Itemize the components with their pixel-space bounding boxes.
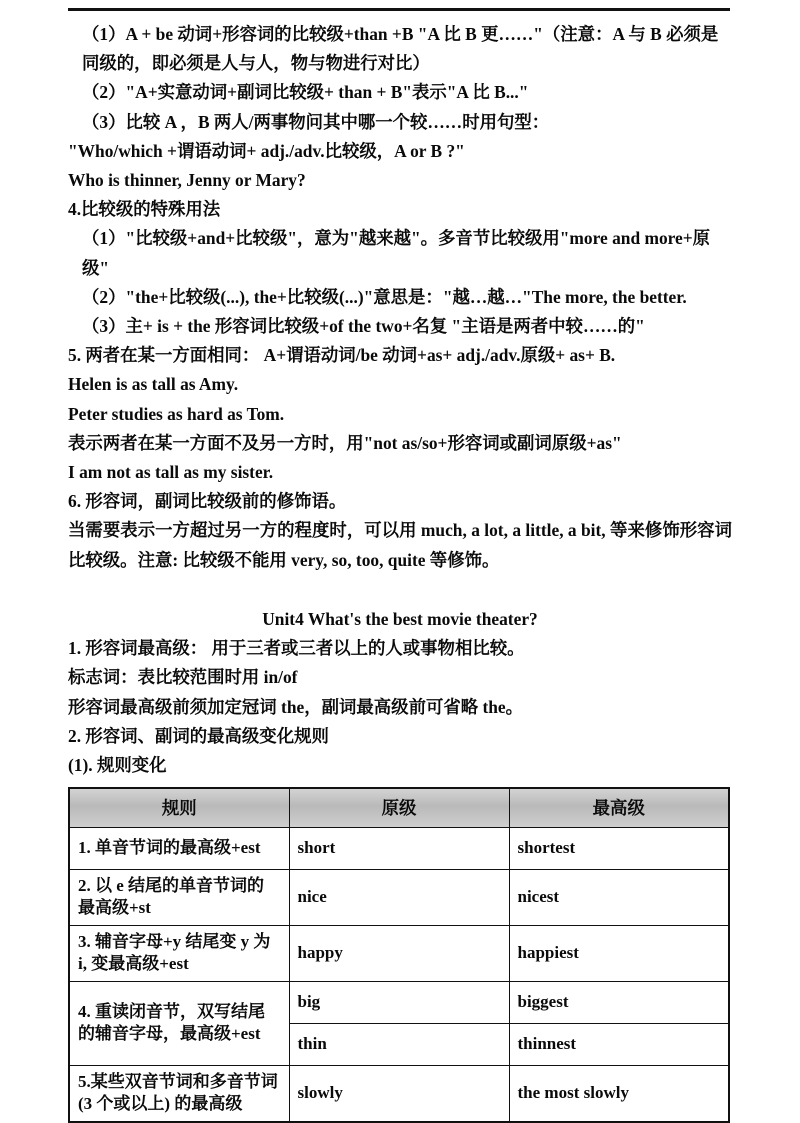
cell-superlative: biggest	[509, 982, 729, 1024]
modifier-body-paragraph: 当需要表示一方超过另一方的程度时，可以用 much, a lot, a little, a bit, 等来修饰形容词比较级。注意: 比较级不能用 very, so, too, quite 等修饰。	[68, 520, 732, 570]
unit4-line-3: 形容词最高级前须加定冠词 the，副词最高级前可省略 the。	[68, 696, 524, 717]
same-aspect-example-1: Helen is as tall as Amy.	[68, 374, 239, 395]
cell-superlative: happiest	[509, 926, 729, 982]
table-row	[69, 1066, 729, 1123]
table-row	[69, 982, 729, 1024]
cell-superlative: shortest	[509, 828, 729, 870]
cell-rule: 2. 以 e 结尾的单音节词的最高级+st	[69, 870, 289, 926]
special-usage-item-2: （2）"the+比较级(...), the+比较级(...)"意思是："越…越…"The more, the better.	[82, 286, 687, 307]
table-header-row	[69, 788, 729, 828]
cell-base: thin	[289, 1024, 509, 1066]
cell-base: slowly	[289, 1066, 509, 1123]
comparative-pattern-sentence: "Who/which +谓语动词+ adj./adv.比较级，A or B ?"	[68, 140, 465, 161]
comparative-item-1: （1）A + be 动词+形容词的比较级+than +B "A 比 B 更……"（注意：A 与 B 必须是同级的，即必须是人与人，物与物进行对比）	[82, 24, 719, 74]
column-header-rule: 规则	[69, 788, 289, 828]
table-head	[69, 788, 729, 828]
header-rule-divider	[68, 8, 730, 11]
negative-comparison-example: I am not as tall as my sister.	[68, 462, 274, 483]
document-content	[68, 20, 732, 1123]
cell-base: big	[289, 982, 509, 1024]
unit4-line-5: (1). 规则变化	[68, 755, 167, 776]
cell-superlative: nicest	[509, 870, 729, 926]
superlative-rules-table	[68, 787, 730, 1123]
cell-superlative: the most slowly	[509, 1066, 729, 1123]
column-header-base: 原级	[289, 788, 509, 828]
section-spacer	[68, 575, 732, 605]
cell-base: short	[289, 828, 509, 870]
modifier-heading: 6. 形容词，副词比较级前的修饰语。	[68, 491, 347, 512]
cell-base: nice	[289, 870, 509, 926]
comparative-item-3: （3）比较 A ，B 两人/两事物问其中哪一个较……时用句型：	[82, 111, 550, 132]
unit4-line-1: 1. 形容词最高级： 用于三者或三者以上的人或事物相比较。	[68, 638, 525, 659]
table-body	[69, 828, 729, 1123]
cell-rule: 1. 单音节词的最高级+est	[69, 828, 289, 870]
cell-rule: 3. 辅音字母+y 结尾变 y 为 i, 变最高级+est	[69, 926, 289, 982]
cell-rule: 4. 重读闭音节，双写结尾的辅音字母，最高级+est	[69, 982, 289, 1066]
unit4-heading: Unit4 What's the best movie theater?	[262, 609, 538, 630]
table-row	[69, 828, 729, 870]
table-row	[69, 926, 729, 982]
negative-comparison-rule: 表示两者在某一方面不及另一方时，用"not as/so+形容词或副词原级+as"	[68, 432, 622, 453]
special-usage-item-1: （1）"比较级+and+比较级"，意为"越来越"。多音节比较级用"more and more+原级"	[82, 228, 711, 278]
cell-base: happy	[289, 926, 509, 982]
special-usage-heading: 4.比较级的特殊用法	[68, 199, 221, 220]
comparative-example-sentence: Who is thinner, Jenny or Mary?	[68, 170, 306, 191]
cell-superlative: thinnest	[509, 1024, 729, 1066]
same-aspect-example-2: Peter studies as hard as Tom.	[68, 403, 285, 424]
unit4-line-4: 2. 形容词、副词的最高级变化规则	[68, 725, 329, 746]
comparative-item-2: （2）"A+实意动词+副词比较级+ than + B"表示"A 比 B..."	[82, 82, 529, 103]
column-header-superlative: 最高级	[509, 788, 729, 828]
table-row	[69, 870, 729, 926]
special-usage-item-3: （3）主+ is + the 形容词比较级+of the two+名复 "主语是两者中较……的"	[82, 316, 645, 337]
cell-rule: 5.某些双音节词和多音节词(3 个或以上) 的最高级	[69, 1066, 289, 1123]
same-aspect-heading: 5. 两者在某一方面相同： A+谓语动词/be 动词+as+ adj./adv.原级+ as+ B.	[68, 345, 616, 366]
unit4-line-2: 标志词：表比较范围时用 in/of	[68, 667, 298, 688]
